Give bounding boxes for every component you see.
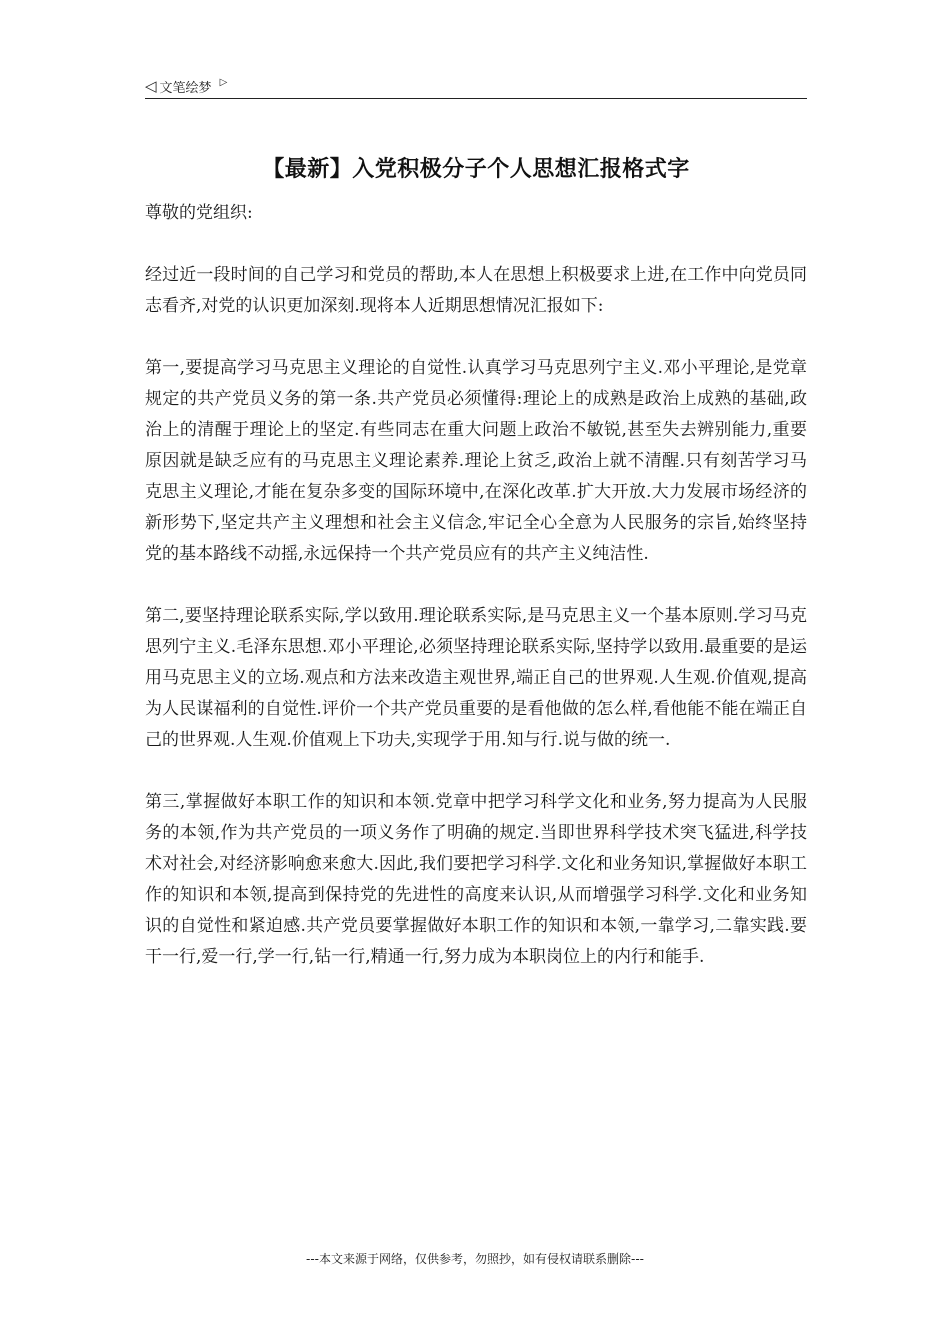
document-title: 【最新】入党积极分子个人思想汇报格式字 — [262, 157, 690, 182]
footer-disclaimer: ---本文来源于网络，仅供参考，勿照抄，如有侵权请联系删除--- — [306, 1252, 644, 1266]
page-header — [145, 74, 807, 99]
header-brand: 文笔绘梦 — [159, 80, 212, 96]
paragraph-third: 第三,掌握做好本职工作的知识和本领.党章中把学习科学文化和业务,努力提高为人民服务的本领,作为共产党员的一项义务作了明确的规定.当即世界科学技术突飞猛进,科学技术对社会,对经济影响愈来愈大.因此,我们要把学习科学.文化和业务知识,掌握做好本职工作的知识和本领,提高到保持党的先进性的高度来认识,从而增强学习科学.文化和业务知识的自觉性和紧迫感.共产党员要掌握做好本职工作的知识和本领,一靠学习,二靠实践.要干一行,爱一行,学一行,钻一行,精通一行,努力成为本职岗位上的内行和能手. — [145, 792, 807, 967]
document-body — [145, 198, 807, 973]
salutation: 尊敬的党组织: — [145, 203, 253, 223]
paragraph-second: 第二,要坚持理论联系实际,学以致用.理论联系实际,是马克思主义一个基本原则.学习马克思列宁主义.毛泽东思想.邓小平理论,必须坚持理论联系实际,坚持学以致用.最重要的是运用马克思主义的立场.观点和方法来改造主观世界,端正自己的世界观.人生观.价值观,提高为人民谋福利的自觉性.评价一个共产党员重要的是看他做的怎么样,看他能不能在端正自己的世界观.人生观.价值观上下功夫,实现学于用.知与行.说与做的统一. — [145, 606, 807, 750]
paragraph-intro: 经过近一段时间的自己学习和党员的帮助,本人在思想上积极要求上进,在工作中向党员同志看齐,对党的认识更加深刻.现将本人近期思想情况汇报如下: — [145, 265, 807, 316]
paragraph-first: 第一,要提高学习马克思主义理论的自觉性.认真学习马克思列宁主义.邓小平理论,是党章规定的共产党员义务的第一条.共产党员必须懂得:理论上的成熟是政治上成熟的基础,政治上的清醒于理论上的坚定.有些同志在重大问题上政治不敏锐,甚至失去辨别能力,重要原因就是缺乏应有的马克思主义理论素养.理论上贫乏,政治上就不清醒.只有刻苦学习马克思主义理论,才能在复杂多变的国际环境中,在深化改革.扩大开放.大力发展市场经济的新形势下,坚定共产主义理想和社会主义信念,牢记全心全意为人民服务的宗旨,始终坚持党的基本路线不动摇,永远保持一个共产党员应有的共产主义纯洁性. — [145, 358, 807, 564]
triangle-right-icon: ▷ — [219, 77, 228, 88]
triangle-left-icon: ◁ — [145, 76, 157, 95]
